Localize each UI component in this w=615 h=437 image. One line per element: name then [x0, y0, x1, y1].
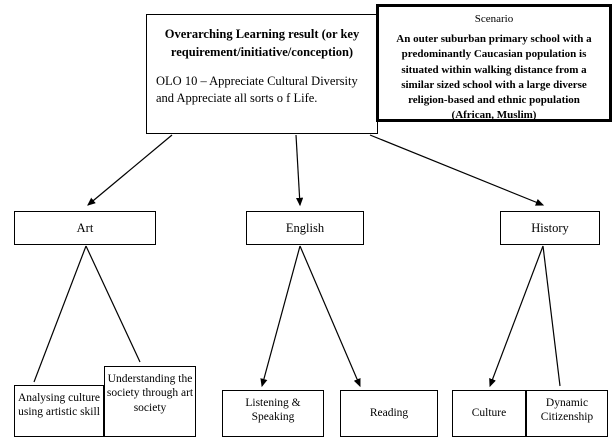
subject-box-history — [500, 211, 600, 245]
leaf-label-reading: Reading — [369, 407, 409, 420]
leaf-box-understanding-society — [104, 366, 196, 437]
leaf-box-reading — [340, 390, 438, 437]
subject-label-english: English — [285, 220, 325, 235]
overarching-learning-result-body: OLO 10 – Appreciate Cultural Diversity and Appreciate all sorts o f Life. — [156, 74, 358, 106]
subject-label-art: Art — [76, 220, 94, 235]
subject-box-english — [246, 211, 364, 245]
leaf-box-analysing-culture — [14, 385, 104, 437]
leaf-label-analysing-culture: Analysing culture using artistic skill — [17, 392, 101, 419]
scenario-title: Scenario — [474, 13, 514, 25]
leaf-label-dynamic-citizenship: Dynamic Citizenship — [540, 397, 594, 424]
overarching-learning-result-title: Overarching Learning result (or key requirement/initiative/conception) — [164, 27, 360, 60]
scenario-body: An outer suburban primary school with a predominantly Caucasian population is situated within walking distance from a similar sized school with a large diverse religion-based and ethnic population (African, Muslim) — [396, 33, 592, 122]
subject-box-art — [14, 211, 156, 245]
overarching-learning-result-box — [146, 14, 378, 134]
leaf-box-culture — [452, 390, 526, 437]
leaf-label-understanding-society: Understanding the society through art society — [106, 373, 194, 414]
scenario-box — [376, 4, 612, 122]
leaf-box-listening-speaking — [222, 390, 324, 437]
subject-label-history: History — [531, 220, 569, 235]
leaf-label-listening-speaking: Listening & Speaking — [245, 397, 301, 424]
leaf-box-dynamic-citizenship — [526, 390, 608, 437]
leaf-label-culture: Culture — [471, 407, 507, 420]
